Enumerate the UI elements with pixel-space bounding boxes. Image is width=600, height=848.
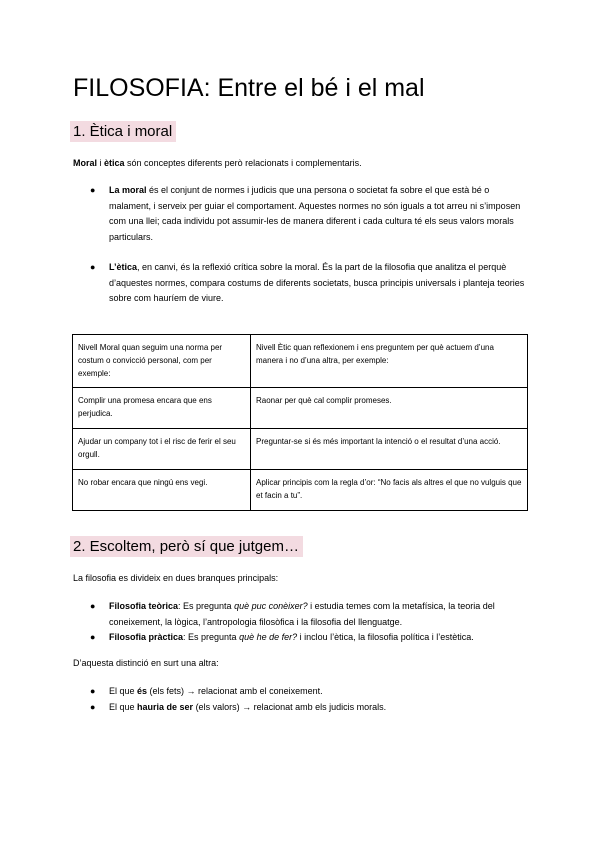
- table-cell: Ajudar un company tot i el risc de ferir el seu orgull.: [73, 429, 251, 470]
- list-item: ● Filosofia teòrica: Es pregunta què puc conèixer? i estudia temes com la metafísica, la teoria del coneixement, la lògica, l’antropologia filosòfica i la filosofia del llenguatge.: [90, 601, 495, 627]
- table-cell: Raonar per què cal complir promeses.: [251, 388, 528, 429]
- list-item: ● El que hauria de ser (els valors) → relacionat amb els judicis morals.: [88, 700, 528, 716]
- bullet-dot: ●: [90, 686, 96, 696]
- table-row: [73, 335, 528, 388]
- section2-intro: La filosofia es divideix en dues branques principals:: [73, 573, 279, 583]
- page-title: FILOSOFIA: Entre el bé i el mal: [73, 74, 425, 102]
- moral-ethic-table: [72, 334, 528, 511]
- list-item: ● La moral és el conjunt de normes i judicis que una persona o societat fa sobre el que està bé o malament, i serveix per guiar el comportament. Aquestes normes no són iguals a tot arreu ni s’imposen com una llei; cada individu pot assumir-les de manera diferent i cada cultura té els seus valors morals particulars.: [90, 185, 521, 242]
- table-cell: No robar encara que ningú ens vegi.: [73, 470, 251, 511]
- intro-bold-etica: ètica: [104, 158, 125, 168]
- table-cell: Complir una promesa encara que ens perjudica.: [73, 388, 251, 429]
- table-cell: Preguntar-se si és més important la intenció o el resultat d’una acció.: [251, 429, 528, 470]
- bullet-dot: ●: [90, 262, 96, 272]
- intro-bold-moral: Moral: [73, 158, 98, 168]
- section2-bullet-list-2: [88, 684, 528, 715]
- table-cell: Aplicar principis com la regla d’or: “No facis als altres el que no vulguis que et facin a tu”.: [251, 470, 528, 511]
- section2-intro2: D’aquesta distinció en surt una altra:: [73, 658, 219, 668]
- list-item: ● Filosofia pràctica: Es pregunta què he de fer? i inclou l’ètica, la filosofia política i l’estètica.: [88, 630, 528, 646]
- table-row: [73, 429, 528, 470]
- table-cell: Nivell Moral quan seguim una norma per costum o convicció personal, com per exemple:: [73, 335, 251, 388]
- table-row: [73, 388, 528, 429]
- section2-bullet-list: [88, 599, 528, 646]
- section1-intro: Moral i ètica són conceptes diferents però relacionats i complementaris.: [73, 158, 362, 168]
- list-item: ● El que és (els fets) → relacionat amb el coneixement.: [88, 684, 528, 700]
- bullet-dot: ●: [90, 185, 96, 195]
- bullet-dot: ●: [90, 601, 96, 611]
- list-item: ● L’ètica, en canvi, és la reflexió crítica sobre la moral. És la part de la filosofia que analitza el perquè d’aquestes normes, compara costums de diferents societats, busca principis universals i planteja teories sobre com hauríem de viure.: [90, 262, 525, 303]
- section-heading-escoltem: 2. Escoltem, però sí que jutgem…: [70, 536, 303, 557]
- section1-bullet-list: [88, 183, 528, 307]
- bullet-dot: ●: [90, 701, 96, 712]
- table-cell: Nivell Ètic quan reflexionem i ens preguntem per què actuem d’una manera i no d’una altra, per exemple:: [251, 335, 528, 388]
- bullet-dot: ●: [90, 632, 96, 642]
- section-heading-etica-moral: 1. Ètica i moral: [70, 121, 176, 142]
- table-row: [73, 470, 528, 511]
